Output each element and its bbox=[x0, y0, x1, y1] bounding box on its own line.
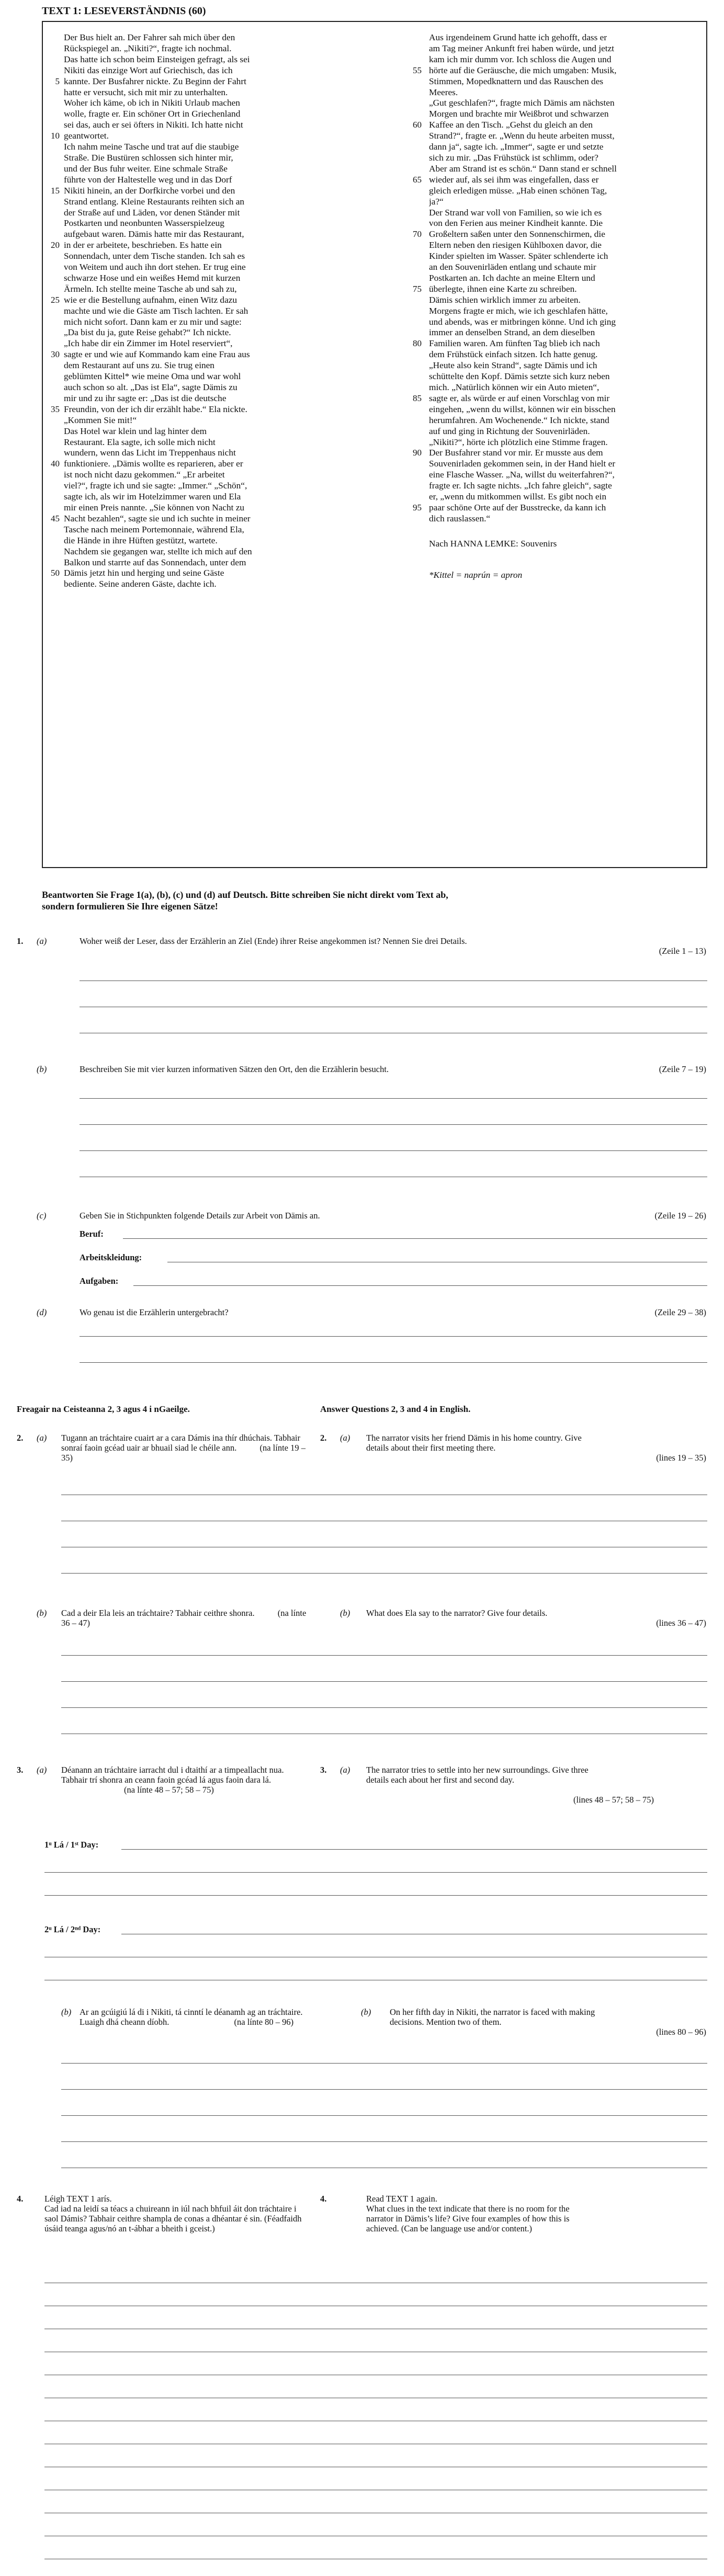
passage-right-line: Großeltern saßen unter den Sonnenschirmen, die bbox=[429, 229, 605, 240]
passage-right-line: Kaffee an den Tisch. „Gehst du gleich an den bbox=[429, 120, 593, 130]
passage-left-line: Sonnendach, unter dem Tische standen. Ich sah es bbox=[64, 251, 245, 261]
q4-irish-line-2: Cad iad na leidí sa téacs a chuireann in iúl nach bhfuil áit don tráchtaire i saol Dámis? Tabhair ceithre shampla de conas a dhéantar é sin. (Féadfaidh úsáid teanga agus/nó an t-ábhar a bheith i gceist.) bbox=[44, 2204, 302, 2233]
passage-left-line: Nacht bezahlen“, sagte sie und ich suchte in meiner bbox=[64, 513, 251, 523]
passage-right-line: „Gut geschlafen?“, fragte mich Dämis am nächsten bbox=[429, 98, 615, 108]
line-number: 50 bbox=[51, 568, 60, 578]
passage-right-line: Morgen und brachte mir Weißbrot und schwarzen bbox=[429, 109, 609, 119]
passage-right-line: Familien waren. Am fünften Tag blieb ich nach bbox=[429, 338, 600, 349]
q1c-field-kleidung: Arbeitskleidung: bbox=[80, 1252, 142, 1262]
passage-right-line: Aus irgendeinem Grund hatte ich gehofft, dass er bbox=[429, 32, 607, 42]
passage-right-line: kam ich mir dumm vor. Ich schloss die Augen und bbox=[429, 54, 612, 64]
q2a-english: The narrator visits her friend Dämis in his home country. Give details about their first meeting there. bbox=[366, 1433, 582, 1453]
passage-left-line: Nikiti hinein, an der Dorfkirche vorbei und den bbox=[64, 185, 235, 196]
line-number: 30 bbox=[51, 349, 60, 360]
passage-left-line: „Kommen Sie mit!“ bbox=[64, 415, 137, 425]
q2a-irish-ref: (na línte 19 – 35) bbox=[61, 1443, 306, 1463]
passage-right-line: Stimmen, Mopedknattern und das Rauschen des bbox=[429, 76, 604, 86]
q1c-label: (c) bbox=[37, 1211, 47, 1221]
passage-right-line: Meeres. bbox=[429, 87, 458, 97]
q1d-label: (d) bbox=[37, 1307, 47, 1317]
passage-left-line: wundern, wenn das Licht im Treppenhaus nicht bbox=[64, 448, 236, 458]
q3a-english-ref: (lines 48 – 57; 58 – 75) bbox=[573, 1795, 654, 1805]
passage-left-line: die Hände in ihre Hüften gestützt, wartete. bbox=[64, 535, 218, 545]
page-title: TEXT 1: LESEVERSTÄNDNIS (60) bbox=[42, 5, 206, 17]
passage-left-line: sagte ich, als wir im Hotelzimmer waren und Ela bbox=[64, 492, 241, 502]
q1b-label: (b) bbox=[37, 1064, 47, 1074]
passage-left-line: „Ich habe dir ein Zimmer im Hotel reserviert“, bbox=[64, 338, 233, 349]
q1c-field-aufgaben: Aufgaben: bbox=[80, 1276, 119, 1286]
passage-left-line: der Straße auf und Läden, vor denen Ständer mit bbox=[64, 207, 240, 218]
section-header-irish: Freagair na Ceisteanna 2, 3 agus 4 i nGaeilge. bbox=[17, 1404, 190, 1414]
passage-left-line: in der er arbeitete, beschrieben. Es hatte ein bbox=[64, 240, 222, 250]
passage-left-line: und der Bus fuhr weiter. Eine schmale Straße bbox=[64, 163, 228, 174]
passage-right-line: gleich erledigen müsse. „Hab einen schönen Tag, bbox=[429, 185, 607, 196]
passage-left-line: Strand entlang. Kleine Restaurants reihten sich an bbox=[64, 196, 245, 207]
answer-line[interactable] bbox=[123, 1238, 707, 1239]
answer-line[interactable] bbox=[80, 1336, 707, 1337]
q1a-ref: (Zeile 1 – 13) bbox=[659, 946, 706, 956]
passage-left-column bbox=[64, 32, 378, 590]
q1c-field-beruf: Beruf: bbox=[80, 1229, 104, 1239]
passage-left-line: funktioniere. „Dämis wollte es reparieren, aber er bbox=[64, 459, 243, 469]
passage-right-line: dem Frühstück einfach sitzen. Ich hatte genug. bbox=[429, 349, 598, 360]
passage-right-line: herumfahren. Am Wochenende.“ Ich nickte, stand bbox=[429, 415, 609, 425]
passage-right-line: „Nikiti?“, hörte ich plötzlich eine Stimme fragen. bbox=[429, 437, 608, 447]
q2b-irish-ref: (na línte 36 – 47) bbox=[61, 1608, 307, 1628]
q3b-irish-ref: (na línte 80 – 96) bbox=[234, 2017, 294, 2027]
passage-right-line: „Heute also kein Strand“, sagte Dämis und ich bbox=[429, 360, 597, 371]
passage-left-line: sei das, auch er sei öfters in Nikiti. Ich hatte nicht bbox=[64, 120, 243, 130]
line-number: 40 bbox=[51, 459, 60, 469]
q2a-irish bbox=[61, 1433, 307, 1463]
q4-irish-line-1: Léigh TEXT 1 arís. bbox=[44, 2194, 112, 2204]
q3b-label-irish: (b) bbox=[61, 2007, 72, 2017]
q1c-ref: (Zeile 19 – 26) bbox=[654, 1211, 706, 1221]
q2b-label-irish: (b) bbox=[37, 1608, 47, 1618]
line-number: 70 bbox=[413, 229, 422, 240]
q2a-english-ref: (lines 19 – 35) bbox=[656, 1453, 706, 1463]
passage-right-line: paar schöne Orte auf der Busstrecke, da kann ich bbox=[429, 502, 606, 512]
q2b-english: What does Ela say to the narrator? Give four details. bbox=[366, 1608, 548, 1618]
instructions-line-1: Beantworten Sie Frage 1(a), (b), (c) und (d) auf Deutsch. Bitte schreiben Sie nicht direkt vom Text ab, bbox=[42, 890, 448, 900]
answer-line[interactable] bbox=[61, 2115, 707, 2116]
answer-line[interactable] bbox=[80, 1098, 707, 1099]
answer-line[interactable] bbox=[61, 1573, 707, 1574]
passage-left-line: Nachdem sie gegangen war, stellte ich mich auf den bbox=[64, 546, 252, 556]
passage-left-line: dem Restaurant auf uns zu. Sie trug einen bbox=[64, 360, 214, 371]
passage-right-line: Aber am Strand ist es schön.“ Dann stand er schnell bbox=[429, 163, 617, 174]
q3-day2-label: 2ᵘ Lá / 2ⁿᵈ Day: bbox=[44, 1924, 101, 1934]
q2a-label-irish: (a) bbox=[37, 1433, 47, 1443]
passage-right-line: Dämis schien wirklich immer zu arbeiten. bbox=[429, 294, 581, 305]
passage-left-line: Dämis jetzt hin und herging und seine Gäste bbox=[64, 568, 224, 578]
passage-left-line: viel?“, fragte ich und sie sagte: „Immer.“ „Schön“, bbox=[64, 481, 247, 491]
q3a-irish bbox=[61, 1765, 307, 1795]
passage-left-line: kannte. Der Busfahrer nickte. Zu Beginn der Fahrt bbox=[64, 76, 246, 86]
passage-left-line: Das hatte ich schon beim Einsteigen gefragt, als sei bbox=[64, 54, 250, 64]
author-prefix: Nach HANNA LEMKE: bbox=[429, 539, 518, 549]
passage-left-line: führte von der Haltestelle weg und in das Dorf bbox=[64, 174, 232, 185]
q1c-text: Geben Sie in Stichpunkten folgende Details zur Arbeit von Dämis an. bbox=[80, 1211, 320, 1221]
q3a-label-irish: (a) bbox=[37, 1765, 47, 1775]
passage-left-line: wie er die Bestellung aufnahm, einen Witz dazu bbox=[64, 294, 237, 305]
passage-left-line: hatte er versucht, sich mit mir zu unterhalten. bbox=[64, 87, 228, 97]
answer-line[interactable] bbox=[80, 1150, 707, 1151]
passage-right-line: Strand?“, fragte er. „Wenn du heute arbeiten musst, bbox=[429, 131, 615, 141]
passage-left-line: Nikiti das einzige Wort auf Griechisch, das ich bbox=[64, 65, 233, 75]
line-number: 90 bbox=[413, 448, 422, 458]
passage-left-line: Postkarten und neonbunten Wasserspielzeug bbox=[64, 218, 224, 229]
q4-english bbox=[366, 2194, 596, 2233]
passage-left-line: machte und wie die Gäste am Tisch lachten. Er sah bbox=[64, 305, 248, 316]
section-header-english: Answer Questions 2, 3 and 4 in English. bbox=[320, 1404, 471, 1414]
line-number: 35 bbox=[51, 404, 60, 414]
q4-english-line-1: Read TEXT 1 again. bbox=[366, 2194, 437, 2204]
passage-right-line: wieder auf, als sei ihm was eingefallen, dass er bbox=[429, 174, 599, 185]
q3-day1-label: 1ᵘ Lá / 1ˢᵗ Day: bbox=[44, 1840, 99, 1850]
q2-number-english: 2. bbox=[320, 1433, 327, 1443]
passage-left-line: Balkon und starrte auf das Sonnendach, unter dem bbox=[64, 557, 246, 567]
passage-right-line: Der Busfahrer stand vor mir. Er musste aus dem bbox=[429, 448, 603, 458]
passage-right-line: auf und ging in Richtung der Souvenirläden. bbox=[429, 426, 590, 436]
answer-line[interactable] bbox=[133, 1285, 707, 1286]
line-number: 10 bbox=[51, 131, 60, 141]
q2b-irish bbox=[61, 1608, 307, 1628]
passage-left-line: von Weitem und auch ihn dort stehen. Er trug eine bbox=[64, 262, 246, 272]
passage-right-line: dich rauslassen.“ bbox=[429, 513, 491, 523]
q2a-irish-text: Tugann an tráchtaire cuairt ar a cara Dámis ina thír dhúchais. Tabhair sonraí faoin gcéad uair ar bhuail siad le chéile ann. bbox=[61, 1433, 301, 1453]
passage-left-line: Freundin, von der ich dir erzählt habe.“ Ela nickte. bbox=[64, 404, 247, 414]
q1a-label: (a) bbox=[37, 936, 47, 946]
passage-left-line: Das Hotel war klein und lag hinter dem bbox=[64, 426, 207, 436]
line-number: 65 bbox=[413, 174, 422, 185]
q3a-english: The narrator tries to settle into her new surroundings. Give three details each about her first and second day. bbox=[366, 1765, 589, 1785]
line-number: 5 bbox=[55, 76, 60, 86]
passage-right-line: schüttelte den Kopf. Dämis setzte sich kurz neben bbox=[429, 371, 610, 382]
passage-right-line: am Tag meiner Ankunft frei haben würde, und jetzt bbox=[429, 43, 615, 53]
passage-left-line: ist noch nicht dazu gekommen.“ „Er arbeitet bbox=[64, 470, 225, 480]
author-work: Souvenirs bbox=[521, 539, 557, 549]
passage-right-line: Kinder spielten im Wasser. Später schlenderte ich bbox=[429, 251, 608, 261]
q3b-english: On her fifth day in Nikiti, the narrator is faced with making decisions. Mention two of them. bbox=[390, 2007, 595, 2027]
passage-left-line: mir einen Preis nannte. „Sie können von Nacht zu bbox=[64, 502, 245, 512]
q4-english-line-2: What clues in the text indicate that there is no room for the narrator in Dämis’s life? Give four examples of how this is achieved. (Can be language use and/or content.) bbox=[366, 2204, 570, 2233]
line-number: 45 bbox=[51, 513, 60, 523]
answer-line[interactable] bbox=[44, 1872, 707, 1873]
passage-right-line: an den Souvenirläden entlang und schaute mir bbox=[429, 262, 596, 272]
q3-number-english: 3. bbox=[320, 1765, 327, 1775]
answer-line[interactable] bbox=[61, 1655, 707, 1656]
passage-left-line: mir und zu ihr sagte er: „Das ist die deutsche bbox=[64, 393, 227, 403]
q3a-irish-text: Déanann an tráchtaire iarracht dul i dtaithí ar a timpeallacht nua. Tabhair trí shonra an ceann faoin gcéad lá agus faoin dara lá. bbox=[61, 1765, 284, 1785]
q2-number-irish: 2. bbox=[17, 1433, 24, 1443]
q3a-irish-ref: (na línte 48 – 57; 58 – 75) bbox=[124, 1785, 214, 1795]
footnote: *Kittel = naprún = apron bbox=[429, 570, 523, 580]
q4-irish bbox=[44, 2194, 306, 2233]
passage-left-line: geblümten Kittel* wie meine Oma und war wohl bbox=[64, 371, 241, 382]
line-number: 85 bbox=[413, 393, 422, 403]
passage-right-line: fragte er. Ich sagte nichts. „Ich fahre gleich“, sagte bbox=[429, 481, 612, 491]
q3b-irish bbox=[80, 2007, 310, 2027]
passage-right-line: Souvenirladen gekommen sein, in der Hand hielt er bbox=[429, 459, 616, 469]
instructions-line-2: sondern formulieren Sie Ihre eigenen Sätze! bbox=[42, 901, 218, 911]
q3b-label-english: (b) bbox=[361, 2007, 371, 2017]
passage-left-line: Restaurant. Ela sagte, ich solle mich nicht bbox=[64, 437, 216, 447]
passage-left-line: aufgebaut waren. Dämis hatte mir das Restaurant, bbox=[64, 229, 244, 240]
q1a-text: Woher weiß der Leser, dass der Erzählerin an Ziel (Ende) ihrer Reise angekommen ist? Nennen Sie drei Details. bbox=[80, 936, 467, 946]
q2b-irish-text: Cad a deir Ela leis an tráchtaire? Tabhair ceithre shonra. bbox=[61, 1608, 255, 1618]
passage-left-line: schwarze Hose und ein weißes Hemd mit kurzen bbox=[64, 272, 241, 283]
q1-number: 1. bbox=[17, 936, 24, 946]
instructions bbox=[42, 889, 707, 912]
passage-right-line: Eltern neben den riesigen Kühlboxen davor, die bbox=[429, 240, 602, 250]
q3b-irish-text: Ar an gcúigiú lá di i Nikiti, tá cinntí le déanamh ag an tráchtaire. Luaigh dhá cheann díobh. bbox=[80, 2007, 303, 2027]
passage-left-line: Tasche nach meinem Portemonnaie, während Ela, bbox=[64, 524, 244, 534]
passage-right-line: ja?“ bbox=[429, 196, 444, 207]
passage-right-line: dann ja“, sagte ich. „Immer“, sagte er und setzte bbox=[429, 142, 604, 152]
line-number: 20 bbox=[51, 240, 60, 250]
passage-left-line: wolle, fragte er. Ein schöner Ort in Griechenland bbox=[64, 109, 241, 119]
passage-left-line: Ärmeln. Ich stellte meine Tasche ab und sah zu, bbox=[64, 283, 237, 294]
line-number: 75 bbox=[413, 283, 422, 294]
answer-line[interactable] bbox=[61, 2089, 707, 2090]
passage-right-line: hörte auf die Geräusche, die mich umgaben: Musik, bbox=[429, 65, 617, 75]
passage-left-line: Woher ich käme, ob ich in Nikiti Urlaub machen bbox=[64, 98, 240, 108]
answer-line[interactable] bbox=[61, 2141, 707, 2142]
line-number: 80 bbox=[413, 338, 422, 349]
q2a-label-english: (a) bbox=[340, 1433, 350, 1443]
answer-line[interactable] bbox=[61, 1707, 707, 1708]
passage-left-line: geantwortet. bbox=[64, 131, 109, 141]
passage-left-line: auch schon so alt. „Das ist Ela“, sagte Dämis zu bbox=[64, 382, 237, 392]
q3-number-irish: 3. bbox=[17, 1765, 24, 1775]
passage-right-line: von den Ferien aus meiner Kindheit kannte. Die bbox=[429, 218, 603, 229]
q1b-ref: (Zeile 7 – 19) bbox=[659, 1064, 706, 1074]
answer-line[interactable] bbox=[44, 1895, 707, 1896]
line-number: 60 bbox=[413, 120, 422, 130]
passage-left-line: „Da bist du ja, gute Reise gehabt?“ Ich nickte. bbox=[64, 327, 231, 338]
passage-right-line: sich zu mir. „Das Frühstück ist schlimm, oder? bbox=[429, 152, 598, 163]
author-credit bbox=[429, 539, 557, 549]
answer-line[interactable] bbox=[80, 1362, 707, 1363]
passage-left-line: Der Bus hielt an. Der Fahrer sah mich über den bbox=[64, 32, 235, 42]
q1b-text: Beschreiben Sie mit vier kurzen informativen Sätzen den Ort, den die Erzählerin besucht. bbox=[80, 1064, 389, 1074]
passage-right-line: Postkarten an. Ich dachte an meine Eltern und bbox=[429, 272, 595, 283]
q3a-label-english: (a) bbox=[340, 1765, 350, 1775]
passage-right-line: mich. „Natürlich können wir ein Auto mieten“, bbox=[429, 382, 599, 392]
q1d-ref: (Zeile 29 – 38) bbox=[654, 1307, 706, 1317]
q2b-label-english: (b) bbox=[340, 1608, 350, 1618]
line-number: 95 bbox=[413, 502, 422, 512]
passage-right-line: eingehen, „wenn du willst, können wir ein bisschen bbox=[429, 404, 616, 414]
passage-right-line: eine Flasche Wasser. „Na, willst du weiterfahren?“, bbox=[429, 470, 615, 480]
answer-line[interactable] bbox=[61, 2063, 707, 2064]
passage-right-line: sagte er, als würde er auf einen Vorschlag von mir bbox=[429, 393, 610, 403]
q2b-english-ref: (lines 36 – 47) bbox=[656, 1618, 706, 1628]
line-number: 55 bbox=[413, 65, 422, 75]
passage-right-line: er, „wenn du mitkommen willst. Es gibt noch ein bbox=[429, 492, 607, 502]
answer-line[interactable] bbox=[121, 1849, 707, 1850]
passage-right-column bbox=[429, 32, 688, 525]
passage-right-line: Morgens fragte er mich, wie ich geschlafen hätte, bbox=[429, 305, 608, 316]
q4-number-english: 4. bbox=[320, 2194, 327, 2204]
passage-left-line: mich nicht sofort. Dann kam er zu mir und sagte: bbox=[64, 316, 242, 327]
passage-left-line: Rückspiegel an. „Nikiti?“, fragte ich nochmal. bbox=[64, 43, 232, 53]
q3b-english-ref: (lines 80 – 96) bbox=[656, 2027, 706, 2037]
answer-line[interactable] bbox=[61, 1681, 707, 1682]
passage-right-line: und abends, was er mitbringen könne. Und ich ging bbox=[429, 316, 616, 327]
line-number: 25 bbox=[51, 294, 60, 305]
passage-left-line: sagte er und wie auf Kommando kam eine Frau aus bbox=[64, 349, 250, 360]
q1d-text: Wo genau ist die Erzählerin untergebracht? bbox=[80, 1307, 229, 1317]
passage-right-line: immer an denselben Strand, an dem dieselben bbox=[429, 327, 595, 338]
passage-left-line: Straße. Die Bustüren schlossen sich hinter mir, bbox=[64, 152, 233, 163]
line-number: 15 bbox=[51, 185, 60, 196]
passage-left-line: bediente. Seine anderen Gäste, dachte ich. bbox=[64, 579, 217, 589]
answer-line[interactable] bbox=[80, 1124, 707, 1125]
passage-right-line: Der Strand war voll von Familien, so wie ich es bbox=[429, 207, 602, 218]
passage-right-line: überlegte, ihnen eine Karte zu schreiben. bbox=[429, 283, 577, 294]
passage-left-line: Ich nahm meine Tasche und trat auf die staubige bbox=[64, 142, 239, 152]
q4-number-irish: 4. bbox=[17, 2194, 24, 2204]
